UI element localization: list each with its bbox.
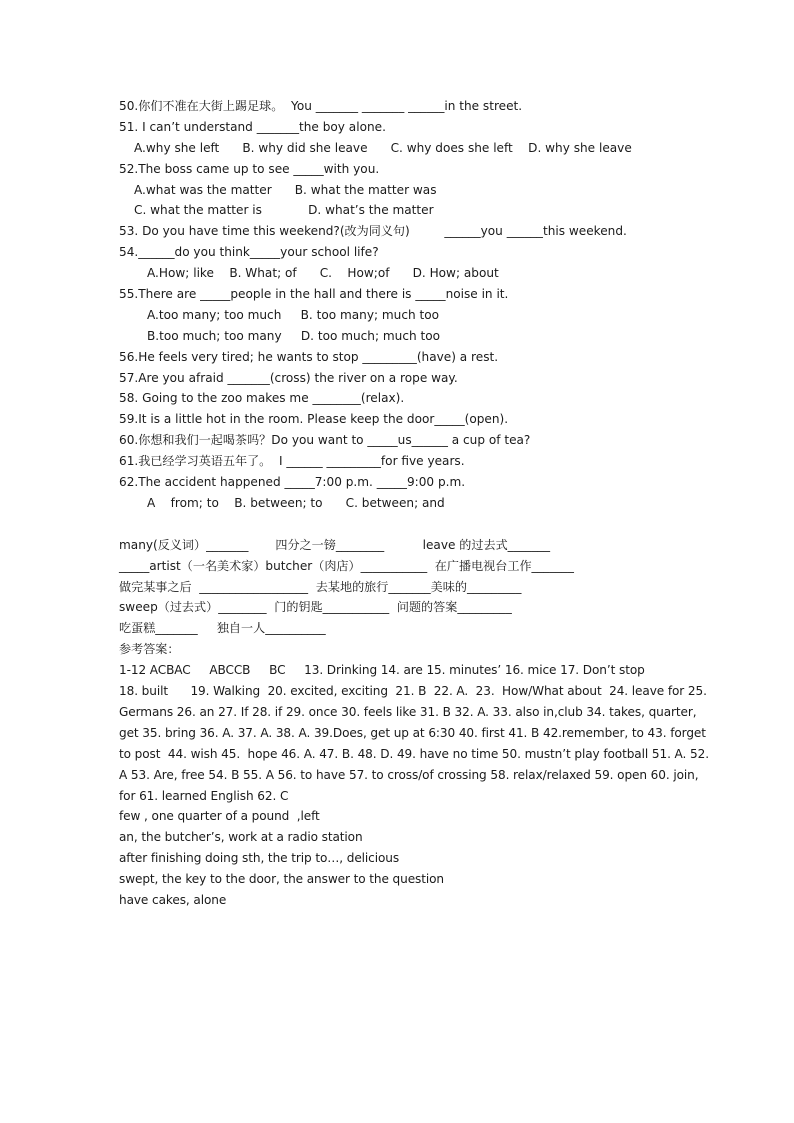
question-line: 52.The boss came up to see _____with you. xyxy=(119,161,380,176)
answer-line: for 61. learned English 62. C xyxy=(119,788,289,803)
answer-line: 18. built 19. Walking 20. excited, exciting 21. B 22. A. 23. How/What about 24. leave for 25. xyxy=(119,684,707,699)
question-list xyxy=(119,96,689,514)
question-line: C. what the matter is D. what’s the matter xyxy=(134,203,434,218)
answer-line: few , one quarter of a pound ,left xyxy=(119,809,320,824)
question-line: 59.It is a little hot in the room. Please keep the door_____(open). xyxy=(119,412,509,427)
question-line: 60.你想和我们一起喝茶吗？Do you want to _____us______ a cup of tea? xyxy=(119,433,531,448)
answer-line: A 53. Are, free 54. B 55. A 56. to have 57. to cross/of crossing 58. relax/relaxed 59. open 60. join, xyxy=(119,767,699,782)
answer-line: have cakes, alone xyxy=(119,892,227,907)
question-line: B.too much; too many D. too much; much too xyxy=(147,328,441,343)
answer-line: Germans 26. an 27. If 28. if 29. once 30. feels like 31. B 32. A. 33. also in,club 34. takes, quarter, xyxy=(119,704,697,719)
vocab-section xyxy=(119,535,689,639)
vocab-line: 做完某事之后 __________________ 去某地的旅行_______美味的_________ xyxy=(119,579,522,594)
answer-line: to post 44. wish 45. hope 46. A. 47. B. 48. D. 49. have no time 50. mustn’t play football 51. A. 52. xyxy=(119,746,709,761)
question-line: 57.Are you afraid _______(cross) the river on a rope way. xyxy=(119,370,458,385)
answer-line: swept, the key to the door, the answer to the question xyxy=(119,872,444,887)
answer-line: get 35. bring 36. A. 37. A. 38. A. 39.Does, get up at 6:30 40. first 41. B 42.remember, to 43. forget xyxy=(119,725,706,740)
vocab-line: many(反义词）_______ 四分之一镑________ leave 的过去式_______ xyxy=(119,537,550,552)
vocab-line: sweep（过去式）________ 门的钥匙___________ 问题的答案_________ xyxy=(119,600,512,615)
answers-title: 参考答案： xyxy=(119,642,180,657)
question-line: 51. I can’t understand _______the boy alone. xyxy=(119,119,386,134)
question-line: 61.我已经学习英语五年了。 I ______ _________for five years. xyxy=(119,454,465,469)
question-line: A.what was the matter B. what the matter was xyxy=(134,182,437,197)
question-line: 50.你们不准在大街上踢足球。 You _______ _______ ______in the street. xyxy=(119,99,523,113)
answer-line: 1-12 ACBAC ABCCB BC 13. Drinking 14. are 15. minutes’ 16. mice 17. Don’t stop xyxy=(119,663,645,678)
question-line: A.How; like B. What; of C. How;of D. How; about xyxy=(147,266,499,281)
answer-line: an, the butcher’s, work at a radio station xyxy=(119,830,363,845)
question-line: 62.The accident happened _____7:00 p.m. _____9:00 p.m. xyxy=(119,475,466,490)
question-line: 53. Do you have time this weekend?(改为同义句) ______you ______this weekend. xyxy=(119,224,627,239)
question-line: A.too many; too much B. too many; much too xyxy=(147,307,440,322)
worksheet-body xyxy=(119,96,709,911)
question-line: 55.There are _____people in the hall and there is _____noise in it. xyxy=(119,287,509,302)
vocab-line: _____artist（一名美术家）butcher（肉店）___________ 在广播电视台工作_______ xyxy=(119,558,574,573)
answer-line: after finishing doing sth, the trip to…, delicious xyxy=(119,851,400,866)
section-gap xyxy=(119,514,689,535)
question-line: A from; to B. between; to C. between; and xyxy=(147,495,445,510)
vocab-line: 吃蛋糕_______ 独自一人__________ xyxy=(119,621,326,636)
question-line: 56.He feels very tired; he wants to stop _________(have) a rest. xyxy=(119,349,499,364)
question-line: A.why she left B. why did she leave C. why does she left D. why she leave xyxy=(134,140,632,155)
answers-section xyxy=(119,660,709,911)
question-line: 58. Going to the zoo makes me ________(relax). xyxy=(119,391,405,406)
question-line: 54.______do you think_____your school life? xyxy=(119,245,379,260)
